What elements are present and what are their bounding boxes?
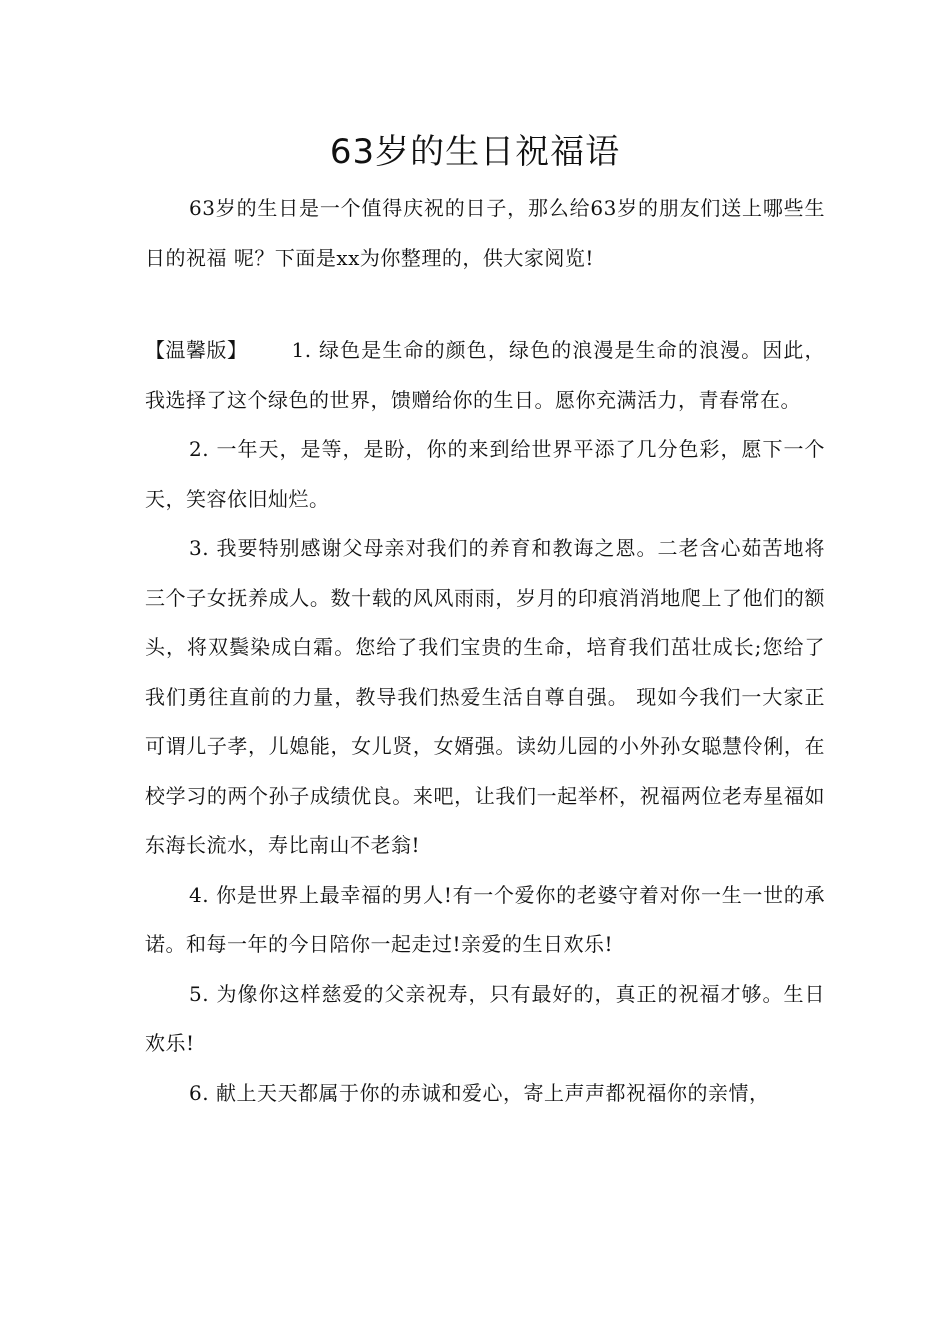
- section-tag: 【温馨版】: [145, 338, 248, 362]
- content-block: [145, 326, 825, 1118]
- list-item: 2. 一年天，是等，是盼，你的来到给世界平添了几分色彩，愿下一个天，笑容依旧灿烂。: [145, 437, 825, 511]
- page-title: 63岁的生日祝福语: [329, 132, 621, 172]
- list-item: 4. 你是世界上最幸福的男人!有一个爱你的老婆守着对你一生一世的承诺。和每一年的今日陪你一起走过!亲爱的生日欢乐!: [145, 882, 825, 956]
- list-item: 6. 献上天天都属于你的赤诚和爱心，寄上声声都祝福你的亲情，: [189, 1080, 770, 1105]
- intro-block: [145, 184, 825, 283]
- list-item: [145, 326, 825, 425]
- intro-paragraph: 63岁的生日是一个值得庆祝的日子，那么给63岁的朋友们送上哪些生日的祝福 呢？下面是xx为你整理的，供大家阅览!: [145, 196, 825, 270]
- list-item: 5. 为像你这样慈爱的父亲祝寿，只有最好的，真正的祝福才够。生日欢乐!: [145, 981, 825, 1055]
- item-text: 1. 绿色是生命的颜色，绿色的浪漫是生命的浪漫。因此，我选择了这个绿色的世界，馈赠给你的生日。愿你充满活力，青春常在。: [145, 338, 825, 412]
- list-item: 3. 我要特别感谢父母亲对我们的养育和教诲之恩。二老含心茹苦地将三个子女抚养成人。数十载的风风雨雨，岁月的印痕消消地爬上了他们的额头，将双鬓染成白霜。您给了我们宝贵的生命，培育我们茁壮成长;您给了我们勇往直前的力量，教导我们热爱生活自尊自强。 现如今我们一大家正可谓儿子孝，儿媳能，女儿贤，女婿强。读幼儿园的小外孙女聪慧伶俐，在校学习的两个孙子成绩优良。来吧，让我们一起举杯，祝福两位老寿星福如东海长流水，寿比南山不老翁!: [145, 536, 825, 857]
